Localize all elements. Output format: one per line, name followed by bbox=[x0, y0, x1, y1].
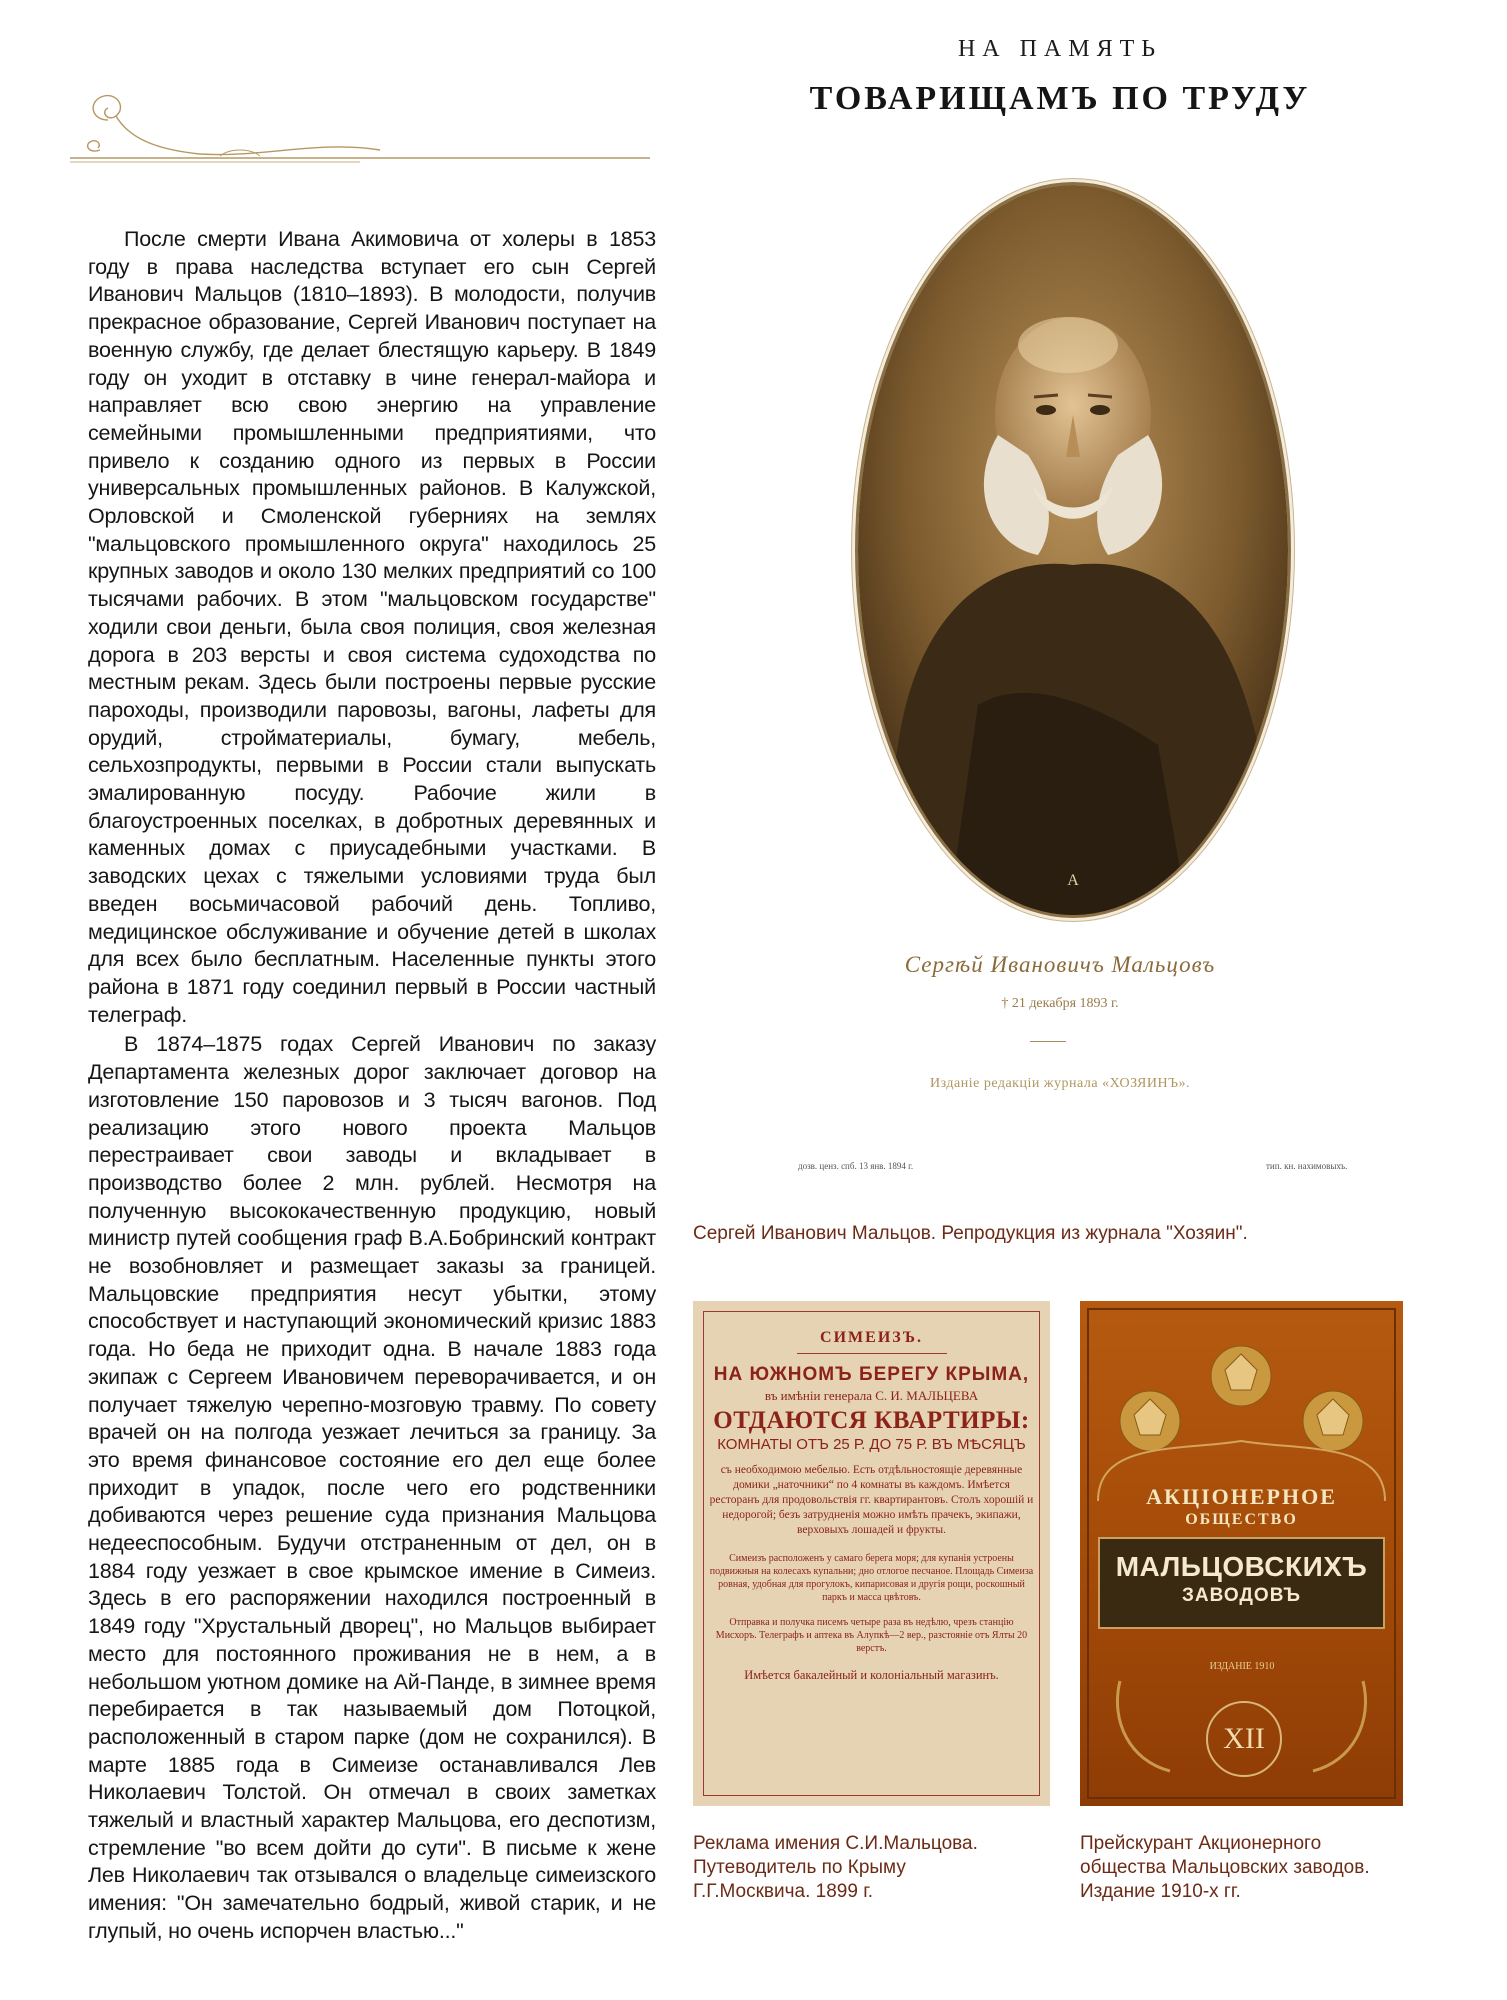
plate-publisher: Изданіе редакціи журнала «ХОЗЯИНЪ». bbox=[930, 1076, 1190, 1091]
ad-line-3: ОТДАЮТСЯ КВАРТИРЫ: bbox=[713, 1407, 1030, 1434]
catalog-title-band bbox=[1098, 1537, 1385, 1629]
catalog-title-line-2: ЗАВОДОВЪ bbox=[1181, 1585, 1301, 1606]
ad-paragraph-4: Имѣется бакалейный и колоніальный магазинъ. bbox=[744, 1668, 999, 1682]
ornament-flourish bbox=[60, 80, 660, 170]
ad-line-1: НА ЮЖНОМЪ БЕРЕГУ КРЫМА, bbox=[713, 1364, 1030, 1385]
catalog-number-medallion: XII bbox=[1206, 1701, 1282, 1777]
portrait-caption: Сергей Иванович Мальцов. Репродукция из журнала "Хозяин". bbox=[693, 1223, 1248, 1244]
plate-title: ТОВАРИЩАМЪ ПО ТРУДУ bbox=[809, 80, 1311, 117]
catalog-cover-image bbox=[1080, 1301, 1403, 1806]
plate-kicker: НА ПАМЯТЬ bbox=[957, 36, 1163, 62]
catalog-edition: ИЗДАНІЕ 1910 bbox=[1209, 1661, 1275, 1672]
plate-censor-note: дозв. ценз. спб. 13 янв. 1894 г. bbox=[798, 1161, 914, 1171]
ad-paragraph-1: съ необходимою мебелью. Есть отдѣльностоящіе деревянные домики „наточники“ по 4 комнаты въ каждомъ. Имѣется ресторанъ для продовольствія гг. квартирантовъ. Столъ хорошій и недорогой; безъ затрудненія можно имѣть прачекъ, экипажи, верховыхъ лошадей и фрукты. bbox=[709, 1464, 1034, 1536]
ad-paragraph-2: Симеизъ расположенъ у самаго берега моря; для купанія устроены подвижныя на колесахъ купальни; дно отлогое песчаное. Площадь Симеиза ровная, удобная для прогулокъ, кипарисовая и другія рощи, роскошный паркъ и масса цвѣтовъ. bbox=[709, 1553, 1034, 1603]
catalog-top-text: АКЦІОНЕРНОЕ bbox=[1146, 1484, 1337, 1509]
catalog-mid-text: ОБЩЕСТВО bbox=[1185, 1511, 1298, 1528]
ad-paragraph-3: Отправка и получка писемъ четыре раза въ недѣлю, чрезъ станцію Мисхоръ. Телеграфъ и аптека въ Алупкѣ—2 вер., разстояніе отъ Ялты 20 верстъ. bbox=[715, 1617, 1028, 1654]
body-paragraph-2: В 1874–1875 годах Сергей Иванович по заказу Департамента железных дорог заключает договор на изготовление 150 паровозов и 3 тысяч вагонов. Под реализацию этого нового проекта Мальцов перестраивает свои заводы и вкладывает в производство более 2 млн. рублей. Несмотря на полученную высококачественную продукцию, новый министр путей сообщения граф В.А.Бобринский контракт не возобновляет и размещает заказы за границей. Мальцовские предприятия несут убытки, этому способствует и наступающий экономический кризис 1883 года. Но беда не приходит одна. В начале 1883 года экипаж с Сергеем Ивановичем переворачивается, и он получает тяжелую черепно-мозговую травму. По совету врачей он на полгода уезжает лечиться за границу. За это время финансовое состояние его дел еще более приходит в упадок, после чего его родственники добиваются через решение суда признания Мальцова недееспособным. Будучи отстраненным от дел, он в 1884 году уезжает в свое крымское имение в Симеиз. Здесь в его распоряжении находился построенный в 1849 году "Хрустальный дворец", но Мальцов выбирает место для постоянного проживания не в нем, а в небольшом уютном домике на Ай-Панде, в зимнее время перебирается в так называемый дом Потоцкой, расположенный в старом парке (дом не сохранился). В марте 1885 года в Симеизе останавливался Лев Николаевич Толстой. Он отмечал в своих заметках тяжелый и властный характер Мальцова, его деспотизм, стремление "во всем дойти до сути". В письме к жене Лев Николаевич так отзывался о владельце симеизского имения: "Он замечательно бодрый, живой старик, и не глупый, но очень испорчен властью..." bbox=[88, 1032, 656, 1943]
advertisement-caption: Реклама имения С.И.Мальцова. Путеводитель по Крыму Г.Г.Москвича. 1899 г. bbox=[693, 1833, 978, 1902]
svg-text:A: A bbox=[1067, 872, 1079, 889]
ad-line-4: КОМНАТЫ ОТЪ 25 Р. ДО 75 Р. ВЪ МѢСЯЦЪ bbox=[717, 1436, 1026, 1453]
plate-death-date: † 21 декабря 1893 г. bbox=[1001, 996, 1119, 1011]
ad-line-2: въ имѣніи генерала С. И. МАЛЬЦЕВА bbox=[764, 1388, 979, 1403]
article-body bbox=[88, 226, 656, 1946]
advertisement-image bbox=[693, 1301, 1050, 1806]
plate-divider bbox=[1030, 1041, 1066, 1042]
portrait-photo bbox=[858, 185, 1288, 915]
body-paragraph-1: После смерти Ивана Акимовича от холеры в 1853 году в права наследства вступает его сын Сергей Иванович Мальцов (1810–1893). В молодости, получив прекрасное образование, Сергей Иванович поступает на военную службу, где делает блестящую карьеру. В 1849 году он уходит в отставку в чине генерал-майора и направляет всю свою энергию на управление семейными промышленными предприятиями, что привело к созданию одного из первых в России универсальных промышленных районов. В Калужской, Орловской и Смоленской губерниях на землях "мальцовского промышленного округа" находилось 25 крупных заводов и около 130 мелких предприятий со 100 тысячами рабочих. В этом "мальцовском государстве" ходили свои деньги, была своя полиция, своя железная дорога в 203 версты и своя система судоходства по местным рекам. Здесь были построены первые русские пароходы, производили паровозы, вагоны, лафеты для орудий, стройматериалы, бумагу, мебель, сельхозпродукты, первыми в России стали выпускать эмалированную посуду. Рабочие жили в благоустроенных поселках, в добротных деревянных и каменных домах с приусадебными участками. В заводских цехах с тяжелыми условиями труда был введен восьмичасовой рабочий день. Топливо, медицинское обслуживание и обучение детей в школах для всех было бесплатным. Населенные пункты этого района в 1871 году соединил первый в России частный телеграф. bbox=[88, 227, 656, 1027]
plate-name: Сергѣй Ивановичъ Мальцовъ bbox=[904, 952, 1216, 977]
plate-printer-note: тип. кн. нахимовыхъ. bbox=[1266, 1161, 1348, 1171]
ad-heading-rule bbox=[797, 1353, 947, 1354]
catalog-title-line-1: МАЛЬЦОВСКИХЪ bbox=[1115, 1551, 1368, 1582]
catalog-caption: Прейскурант Акционерного общества Мальцовских заводов. Издание 1910-х гг. bbox=[1080, 1833, 1370, 1902]
ad-heading: СИМЕИЗЪ. bbox=[820, 1329, 923, 1346]
